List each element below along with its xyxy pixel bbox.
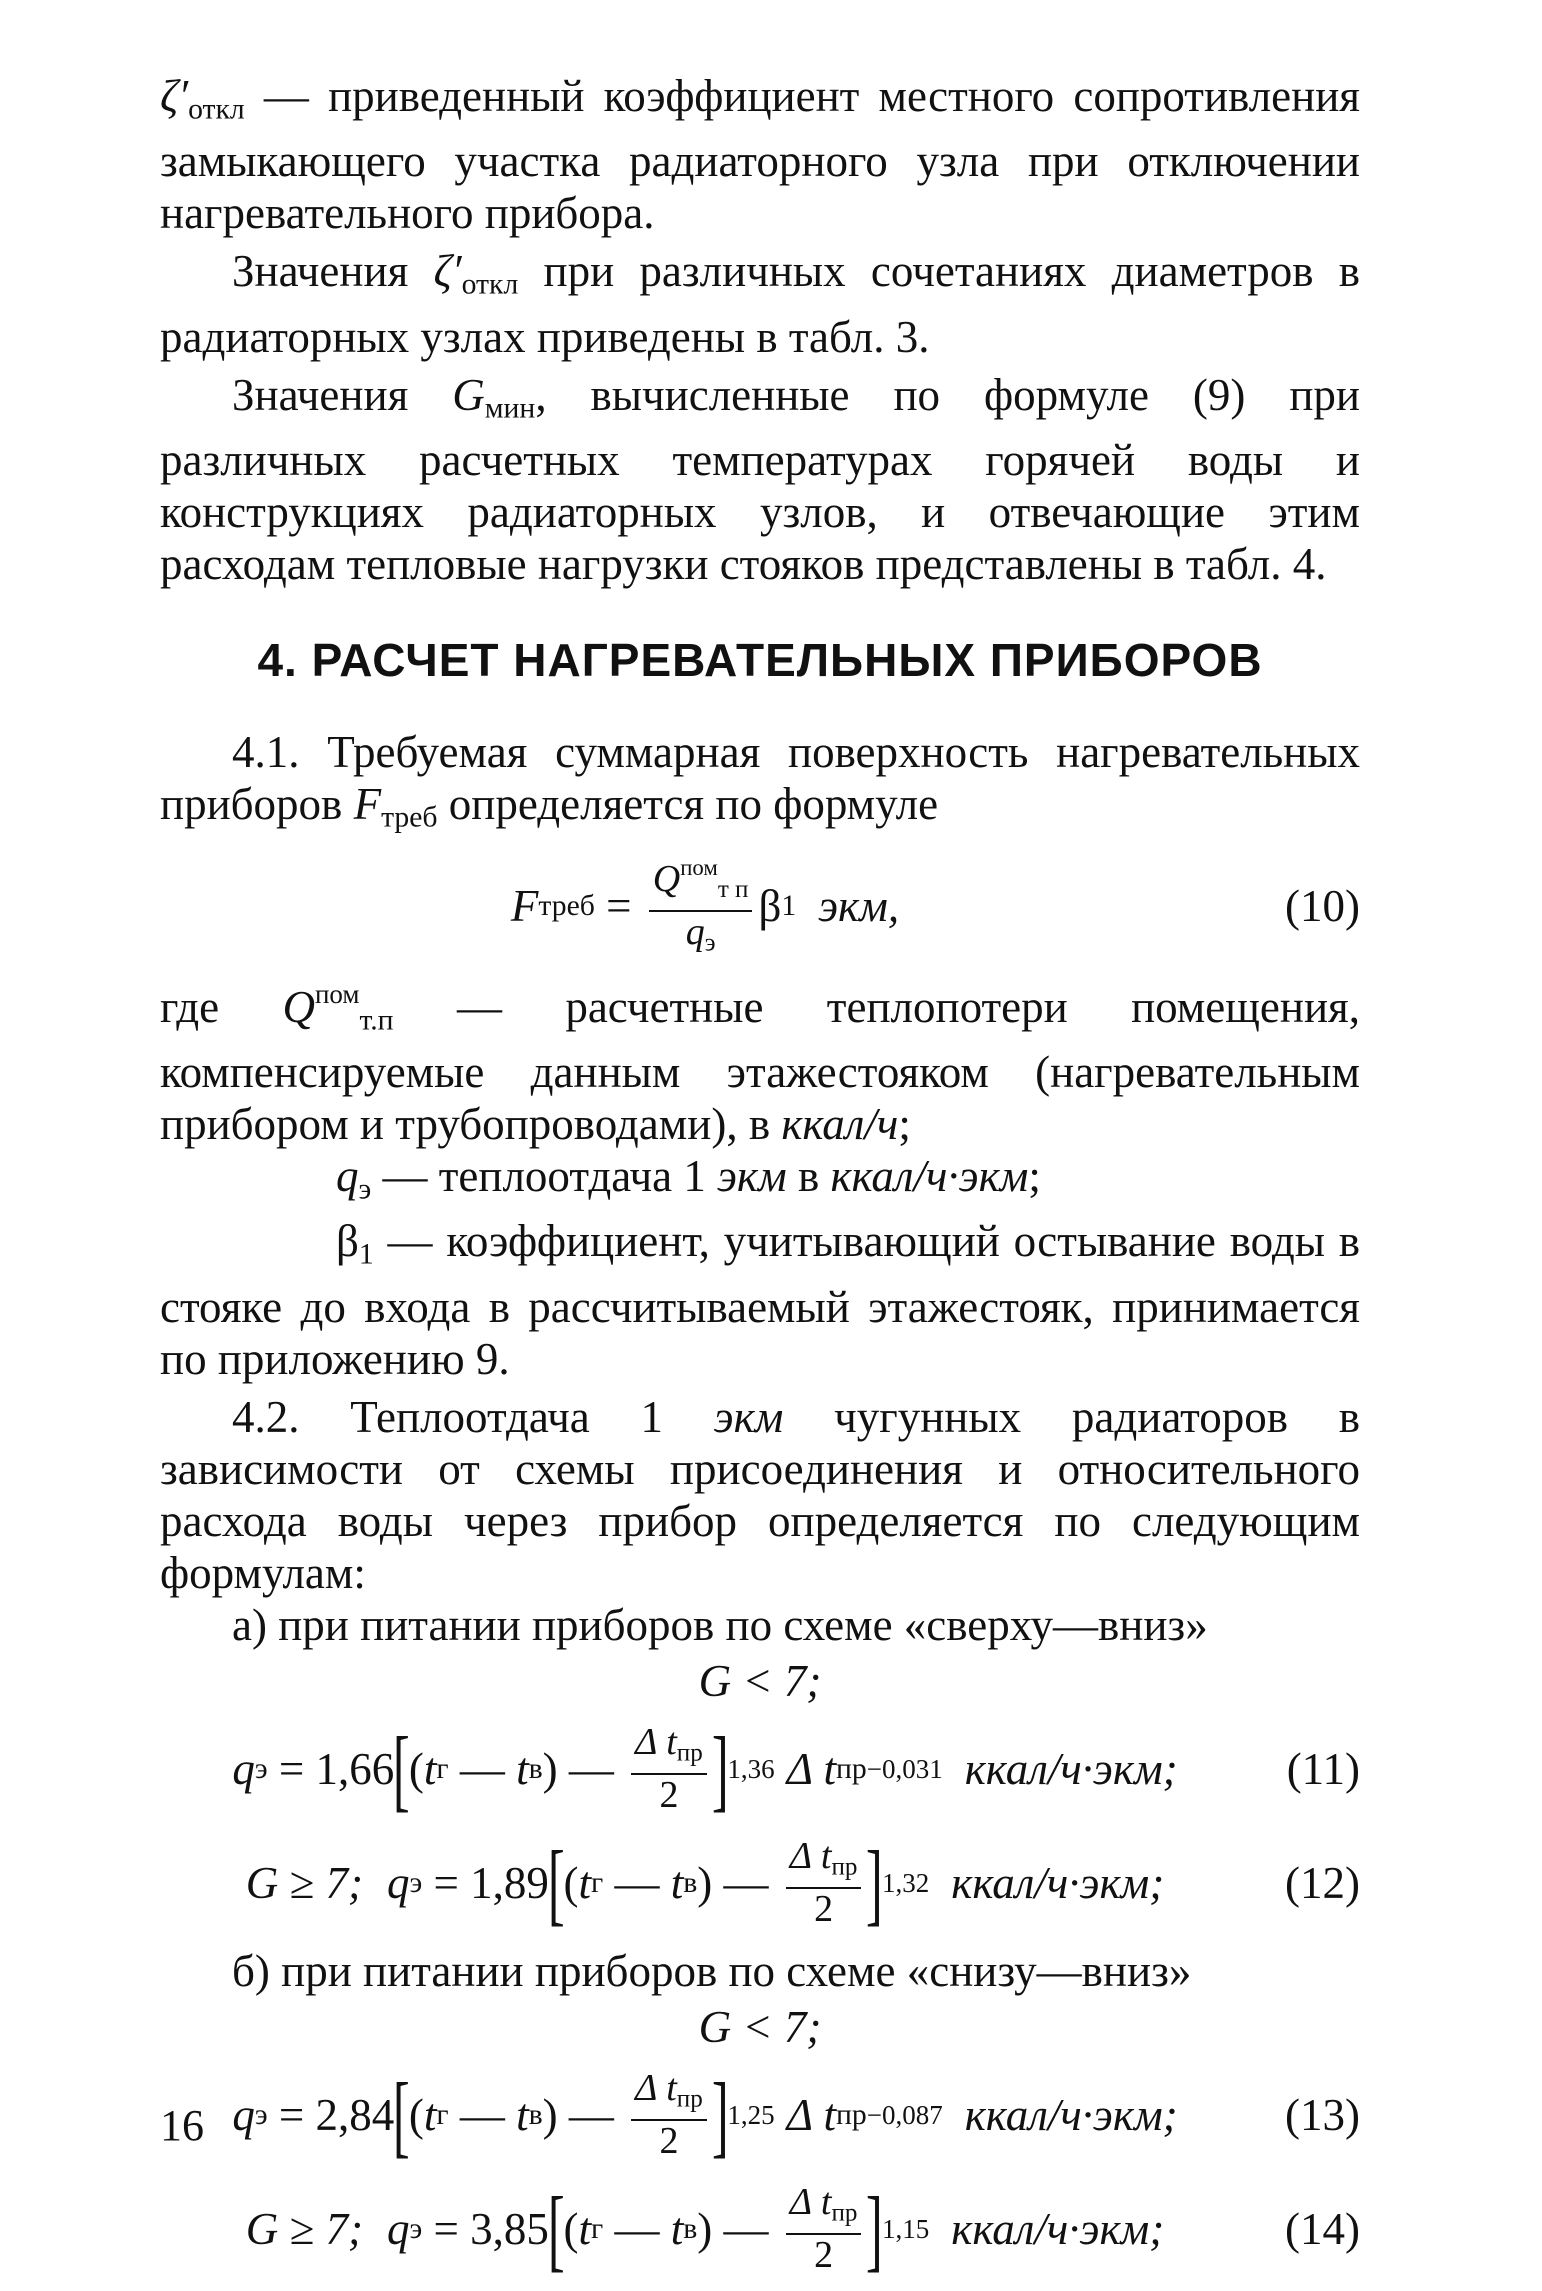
text-span: Значения — [232, 246, 434, 297]
zeta-symbol: ζ′ — [160, 71, 189, 121]
fraction-numerator — [631, 1722, 707, 1775]
exponent: 1,32 — [882, 1867, 930, 1898]
subscript: пр — [676, 1739, 703, 1767]
clause-number: 4.2. — [232, 1391, 300, 1442]
text-span: Значения — [232, 369, 453, 420]
paren-open: ( — [563, 1857, 579, 1908]
fraction — [631, 2068, 707, 2161]
t-symbol: t — [516, 2089, 529, 2140]
equals-sign: = — [267, 2089, 316, 2140]
subscript: в — [528, 2098, 543, 2131]
subscript: э — [254, 2098, 268, 2131]
equation-number: (13) — [1285, 2089, 1360, 2140]
subscript: г — [436, 1752, 449, 1785]
f-symbol: F — [353, 779, 382, 830]
subscript: э — [704, 929, 716, 957]
text-span: при различных сочетаниях диаметров в радиаторных узлах приведены в табл. 3. — [160, 246, 1361, 362]
delta-t: Δ t — [635, 1721, 677, 1764]
equation-number: (11) — [1286, 1743, 1360, 1794]
definition-beta — [160, 1215, 1360, 1384]
paren-close: ) — [542, 1743, 558, 1794]
delta-t: Δ t — [786, 1743, 837, 1794]
unit: ккал/ч·экм; — [964, 1743, 1178, 1794]
minus: — — [448, 1743, 517, 1794]
subscript: пр — [831, 2199, 858, 2227]
q-symbol: Q — [282, 981, 315, 1032]
unit: ккал/ч·экм; — [951, 1857, 1165, 1908]
equals-sign: = — [594, 880, 643, 931]
q-symbol: q — [386, 2203, 410, 2254]
equation-11 — [160, 1717, 1360, 1821]
text-span: — расчетные теплопотери помещения, компенсируемые данным этажестояком (нагревательным прибором и трубопроводами), в — [160, 981, 1360, 1149]
subscript: т п — [717, 876, 749, 904]
unit: экм — [713, 1391, 784, 1442]
condition: G ≥ 7; — [245, 2203, 363, 2254]
paren-close: ) — [697, 1857, 713, 1908]
paren-close: ) — [542, 2089, 558, 2140]
fraction-numerator — [649, 848, 753, 912]
minus: — — [712, 1857, 780, 1908]
coefficient: 1,66 — [315, 1743, 395, 1794]
paragraph-zeta-definition — [160, 70, 1360, 239]
subscript: пр — [831, 1853, 858, 1881]
fraction — [649, 848, 753, 963]
subscript: пр — [676, 2085, 703, 2113]
minus: — — [557, 2089, 626, 2140]
paren-open: ( — [408, 2089, 424, 2140]
text-span: , вычисленные по формуле (9) при различных расчетных температурах горячей воды и конструкциях радиаторных узлов, и отвечающие этим расходам тепловые нагрузки стояков представлены в табл. 4. — [160, 369, 1361, 590]
exponent: −0,031 — [866, 1753, 943, 1784]
eq-lhs: F — [510, 880, 539, 931]
eq-lhs-sub: треб — [538, 889, 595, 922]
paragraph-zeta-values — [160, 245, 1360, 362]
text-span: Требуемая суммарная поверхность нагревательных приборов — [160, 727, 1360, 830]
t-symbol: t — [423, 1743, 437, 1794]
unit: экм — [717, 1151, 787, 1201]
superscript: пом — [314, 978, 360, 1009]
fraction-numerator — [631, 2068, 707, 2121]
left-bracket-icon: [ — [547, 1831, 565, 1934]
unit: экм, — [818, 880, 900, 931]
unit: ккал/ч·экм — [830, 1151, 1029, 1201]
t-symbol: t — [516, 1743, 529, 1794]
equation-10 — [160, 854, 1360, 958]
exponent: 1,15 — [882, 2213, 930, 2244]
minus: — — [557, 1743, 626, 1794]
clause-number: 4.1. — [232, 727, 300, 778]
equation-12 — [160, 1831, 1360, 1935]
equals-sign: = — [422, 1857, 471, 1908]
text-span: — теплоотдача 1 — [371, 1151, 718, 1201]
subscript: г — [436, 2098, 449, 2131]
zeta-definition-text: — приведенный коэффициент местного сопротивления замыкающего участка радиаторного узла при отключении нагревательного прибора. — [160, 71, 1360, 239]
coefficient: 3,85 — [470, 2203, 549, 2254]
coefficient: 2,84 — [315, 2089, 395, 2140]
fraction-numerator — [786, 2182, 862, 2235]
unit: ккал/ч·экм; — [964, 2089, 1178, 2140]
equation-number: (14) — [1285, 2203, 1360, 2254]
t-symbol: t — [670, 1857, 684, 1908]
right-bracket-icon: ] — [711, 2063, 729, 2166]
equation-number: (10) — [1285, 880, 1360, 931]
paren-open: ( — [408, 1743, 424, 1794]
paren-close: ) — [697, 2203, 713, 2254]
subscript: пр — [836, 1752, 867, 1785]
subscript: т.п — [359, 1004, 394, 1036]
page-number: 16 — [160, 2101, 204, 2150]
subscript: э — [254, 1752, 268, 1785]
q-symbol: Q — [652, 857, 681, 900]
subscript: пр — [836, 2098, 867, 2131]
paragraph-where-q — [160, 968, 1360, 1150]
beta-symbol: β — [758, 880, 782, 931]
t-symbol: t — [578, 2203, 592, 2254]
q-symbol: q — [232, 1743, 255, 1794]
text-span: Теплоотдача 1 — [299, 1391, 714, 1442]
delta-t: Δ t — [789, 1835, 832, 1878]
subscript: э — [358, 1173, 372, 1206]
delta-t: Δ t — [789, 2181, 832, 2224]
condition: G ≥ 7; — [245, 1857, 363, 1908]
beta-subscript: 1 — [781, 889, 797, 922]
paragraph-4-1 — [160, 726, 1360, 843]
right-bracket-icon: ] — [711, 1717, 729, 1820]
f-subscript: треб — [381, 801, 438, 834]
text-span: где — [160, 981, 283, 1032]
q-symbol: q — [232, 2089, 255, 2140]
text-span: ; — [898, 1099, 911, 1149]
q-symbol: q — [336, 1151, 359, 1201]
equation-body — [160, 2177, 1250, 2281]
fraction — [786, 2182, 862, 2275]
unit: ккал/ч — [781, 1099, 899, 1149]
fraction-denominator — [682, 912, 720, 963]
fraction — [631, 1722, 707, 1815]
delta-t: Δ t — [786, 2089, 837, 2140]
condition-g-lt-7: G < 7; — [698, 2001, 822, 2052]
minus: — — [448, 2089, 517, 2140]
fraction-denominator: 2 — [814, 2234, 834, 2277]
fraction-numerator — [786, 1836, 862, 1889]
superscript: пом — [680, 854, 718, 880]
subscript: г — [591, 2212, 604, 2245]
equation-number: (12) — [1285, 1857, 1360, 1908]
subscript: в — [683, 1866, 698, 1899]
paragraph-4-2 — [160, 1391, 1360, 1599]
delta-t: Δ t — [635, 2067, 677, 2110]
subscript: г — [591, 1866, 604, 1899]
coefficient: 1,89 — [470, 1857, 549, 1908]
text-span: ; — [1028, 1151, 1041, 1201]
left-bracket-icon: [ — [393, 1717, 410, 1820]
exponent: 1,36 — [727, 1753, 775, 1784]
zeta-symbol: ζ′ — [433, 246, 462, 297]
exponent: 1,25 — [727, 2099, 775, 2130]
text-span: в — [786, 1151, 831, 1201]
condition-g-lt-7: G < 7; — [698, 1655, 822, 1706]
minus: — — [603, 2203, 671, 2254]
q-symbol: q — [386, 1857, 410, 1908]
minus: — — [712, 2203, 780, 2254]
subscript: э — [409, 1866, 423, 1899]
equation-body — [160, 1717, 1250, 1821]
right-bracket-icon: ] — [866, 2177, 884, 2280]
equation-14 — [160, 2177, 1360, 2281]
subscript: в — [528, 1752, 543, 1785]
fraction-denominator: 2 — [659, 2120, 679, 2163]
left-bracket-icon: [ — [547, 2177, 565, 2280]
g-subscript: мин — [484, 392, 536, 425]
t-symbol: t — [423, 2089, 437, 2140]
t-symbol: t — [578, 1857, 592, 1908]
text-span: определяется по формуле — [437, 779, 939, 830]
subscript: в — [683, 2212, 698, 2245]
exponent-value: 0,031 — [881, 1753, 943, 1784]
case-a-label: а) при питании приборов по схеме «сверху—вниз» — [232, 1599, 1208, 1650]
fraction-denominator: 2 — [659, 1774, 679, 1817]
beta-symbol: β — [336, 1216, 359, 1267]
equals-sign: = — [267, 1743, 316, 1794]
right-bracket-icon: ] — [866, 1831, 884, 1934]
equation-body — [160, 854, 1250, 958]
equation-body — [160, 1831, 1250, 1935]
document-page — [160, 70, 1360, 2291]
g-symbol: G — [452, 369, 485, 420]
exponent: −0,087 — [866, 2099, 943, 2130]
left-bracket-icon: [ — [393, 2063, 410, 2166]
equals-sign: = — [422, 2203, 471, 2254]
q-symbol: q — [685, 911, 705, 954]
text-span: — коэффициент, учитывающий остывание воды в стояке до входа в рассчитываемый этажестояк, принимается по приложению 9. — [160, 1216, 1360, 1384]
zeta-subscript: откл — [188, 93, 245, 126]
paren-open: ( — [563, 2203, 579, 2254]
paragraph-gmin-values — [160, 369, 1360, 590]
unit: ккал/ч·экм; — [951, 2203, 1165, 2254]
subscript: э — [409, 2212, 423, 2245]
zeta-subscript: откл — [461, 268, 519, 301]
fraction-denominator: 2 — [814, 1888, 834, 1931]
exponent-value: 0,087 — [881, 2099, 943, 2130]
equation-13 — [160, 2063, 1360, 2167]
section-heading: 4. РАСЧЕТ НАГРЕВАТЕЛЬНЫХ ПРИБОРОВ — [257, 634, 1263, 687]
equation-body — [160, 2063, 1250, 2167]
case-b-label: б) при питании приборов по схеме «снизу—вниз» — [232, 1945, 1192, 1996]
t-symbol: t — [670, 2203, 684, 2254]
beta-subscript: 1 — [358, 1238, 374, 1271]
text-span: чугунных радиаторов в зависимости от схемы присоединения и относительного расхода воды через прибор определяется по следующим формулам: — [160, 1391, 1360, 1598]
definition-qe — [336, 1150, 1360, 1215]
minus: — — [603, 1857, 671, 1908]
fraction — [786, 1836, 862, 1929]
